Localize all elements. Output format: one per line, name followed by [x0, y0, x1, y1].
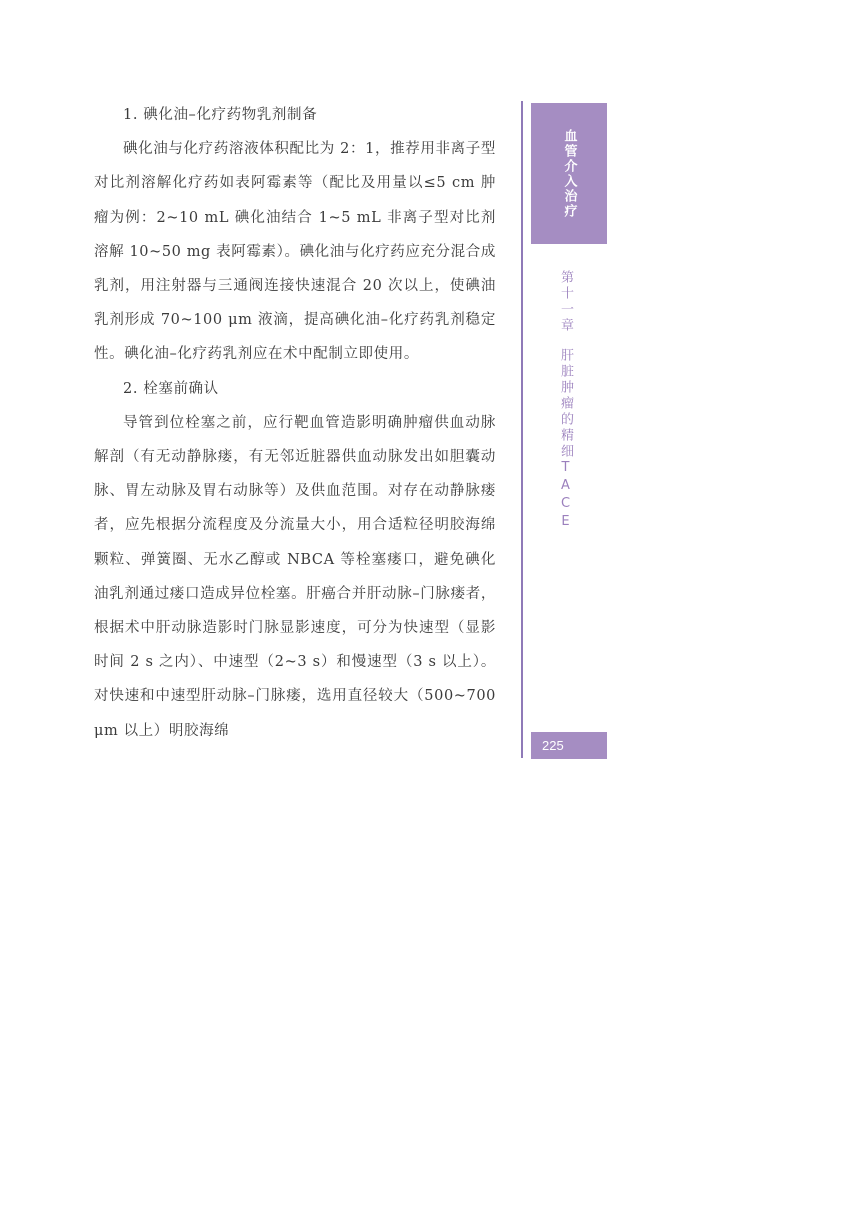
margin-divider-line	[521, 101, 523, 758]
section-tab	[531, 103, 607, 244]
subheading-emulsion-preparation: 1. 碘化油–化疗药物乳剂制备	[123, 107, 318, 123]
section-title: 血管介入治疗	[561, 129, 577, 219]
subheading-pre-embolization-check: 2. 栓塞前确认	[123, 380, 219, 397]
chapter-running-header	[556, 270, 575, 532]
chapter-title: 肝脏肿瘤的精细TACE	[558, 348, 573, 532]
page-number: 225	[531, 732, 607, 759]
paragraph-pre-embolization-check: 导管到位栓塞之前，应行靶血管造影明确肿瘤供血动脉解剖（有无动静脉瘘，有无邻近脏器供血动脉发出如胆囊动脉、胃左动脉及胃右动脉等）及供血范围。对存在动静脉瘘者，应先根据分流程度及分流量大小，用合适粒径明胶海绵颗粒、弹簧圈、无水乙醇或 NBCA 等栓塞瘘口，避免碘化油乳剂通过瘘口造成异位栓塞。肝癌合并肝动脉–门脉瘘者，根据术中肝动脉造影时门脉显影速度，可分为快速型（显影时间 2 s 之内）、中速型（2~3 s）和慢速型（3 s 以上）。对快速和中速型肝动脉–门脉瘘，选用直径较大（500~700 μm 以上）明胶海绵	[94, 414, 496, 739]
body-text	[94, 98, 496, 748]
chapter-number: 第十一章	[558, 270, 573, 334]
paragraph-emulsion-preparation: 碘化油与化疗药溶液体积配比为 2：1，推荐用非离子型对比剂溶解化疗药如表阿霉素等（配比及用量以≤5 cm 肿瘤为例：2~10 mL 碘化油结合 1~5 mL 非离子型对比剂溶解 10~50 mg 表阿霉素）。碘化油与化疗药应充分混合成乳剂，用注射器与三通阀连接快速混合 20 次以上，使碘油乳剂形成 70~100 μm 液滴，提高碘化油–化疗药乳剂稳定性。碘化油–化疗药乳剂应在术中配制立即使用。	[94, 141, 496, 363]
